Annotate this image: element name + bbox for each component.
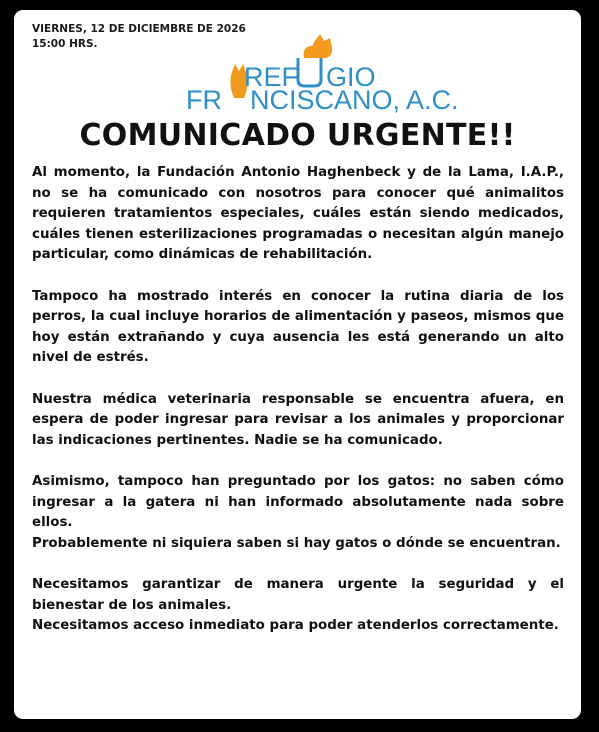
time-text: 15:00 HRS. xyxy=(32,38,98,50)
paragraph-seguridad: Necesitamos garantizar de manera urgente la seguridad y el bienestar de los animales. xyxy=(32,577,564,613)
paragraph-gatos: Asimismo, tampoco han preguntado por los gatos: no saben cómo ingresar a la gatera ni han informado absolutamente nada sobre ellos. xyxy=(32,474,564,530)
paragraph-fundacion: Al momento, la Fundación Antonio Haghenbeck y de la Lama, I.A.P., no se ha comunicado con nosotros para conocer qué animalitos requieren tratamientos especiales, cuáles están siendo medicados, cuáles tienen esterilizaciones programadas o necesitan algún manejo particular, como dinámicas de rehabilitación. xyxy=(32,165,564,262)
date-text: VIERNES, 12 DE DICIEMBRE DE 2026 xyxy=(32,23,246,35)
paragraph-probablemente: Probablemente ni siquiera saben si hay gatos o dónde se encuentran. xyxy=(32,535,561,551)
notice-body xyxy=(32,163,564,658)
logo-text-nciscano: NCISCANO, A.C. xyxy=(250,85,459,115)
paragraph-veterinaria: Nuestra médica veterinaria responsable se encuentra afuera, en espera de poder ingresar para revisar a los animales y proporcionar las indicaciones pertinentes. Nadie se ha comunicado. xyxy=(32,391,564,448)
paragraph-rutina: Tampoco ha mostrado interés en conocer la rutina diaria de los perros, la cual incluye horarios de alimentación y paseos, mismos que hoy están extrañando y cuya ausencia les está generando un alto nivel de estrés. xyxy=(32,288,564,365)
refugio-franciscano-logo xyxy=(164,28,459,115)
logo-text-fr: FR xyxy=(186,85,222,115)
logo-text-gio: GIO xyxy=(326,62,376,92)
headline: COMUNICADO URGENTE!! xyxy=(79,118,516,153)
notice-card xyxy=(14,10,581,719)
paragraph-acceso: Necesitamos acceso inmediato para poder atenderlos correctamente. xyxy=(32,618,559,633)
logo-text-ref: REF xyxy=(244,62,298,92)
